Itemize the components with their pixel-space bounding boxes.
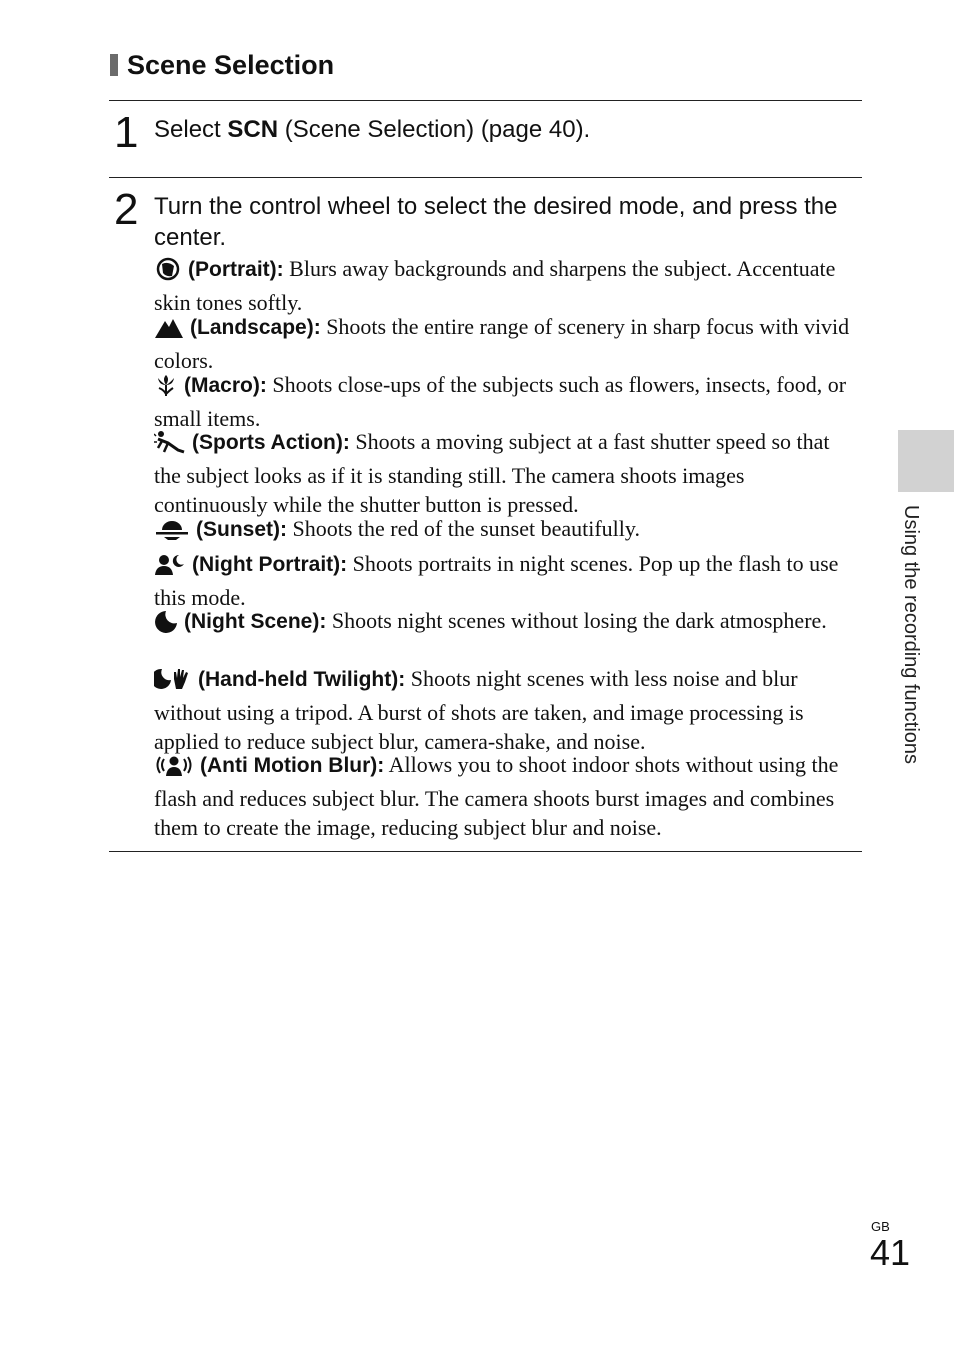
title-marker [110, 54, 118, 76]
page-number: 41 [870, 1232, 911, 1273]
section-title [110, 48, 334, 82]
divider-bottom [109, 851, 862, 852]
mode-anti-motion-blur: (Anti Motion Blur): Allows you to shoot indoor shots without using the flash and reduces subject blur. The camera shoots burst images and combines them to create the image, reducing subject blur and noise. [154, 752, 839, 840]
sports-action-icon [154, 430, 186, 461]
step-1-text: Select SCN (Scene Selection) (page 40). [154, 116, 591, 143]
mode-portrait: (Portrait): Blurs away backgrounds and sharpens the subject. Accentuate skin tones softly. [154, 256, 836, 315]
step-2-text: Turn the control wheel to select the desired mode, and press the center. [154, 193, 838, 251]
sunset-icon [154, 517, 190, 548]
side-section-label: Using the recording functions [900, 505, 922, 765]
macro-icon [154, 373, 178, 404]
mode-landscape: (Landscape): Shoots the entire range of scenery in sharp focus with vivid colors. [154, 314, 850, 373]
section-title-text: Scene Selection [127, 50, 335, 80]
landscape-icon [154, 315, 184, 346]
night-scene-icon [154, 609, 178, 640]
divider-middle [109, 177, 862, 178]
night-portrait-icon [154, 552, 186, 583]
mode-night-scene: (Night Scene): Shoots night scenes without losing the dark atmosphere. [154, 606, 860, 640]
mode-night-portrait: (Night Portrait): Shoots portraits in night scenes. Pop up the flash to use this mode. [154, 551, 839, 610]
hand-held-twilight-icon [154, 667, 192, 698]
step-1-number: 1 [114, 108, 139, 157]
portrait-icon [154, 257, 182, 288]
mode-sports-action: (Sports Action): Shoots a moving subject at a fast shutter speed so that the subject looks as if it is standing still. The camera shoots images continuously while the shutter button is pressed. [154, 429, 830, 517]
mode-sunset: (Sunset): Shoots the red of the sunset beautifully. [154, 514, 860, 548]
side-tab-marker [898, 430, 954, 492]
mode-hand-held-twilight: (Hand-held Twilight): Shoots night scenes with less noise and blur without using a tripod. A burst of shots are taken, and image processing is applied to reduce subject blur, camera-shake, and noise. [154, 664, 860, 756]
divider-top [109, 100, 862, 101]
page-region-label: GB [871, 1219, 890, 1234]
mode-macro: (Macro): Shoots close-ups of the subjects such as flowers, insects, food, or small items. [154, 372, 847, 431]
scn-label: SCN [227, 116, 279, 143]
step-2-number: 2 [114, 185, 139, 234]
anti-motion-blur-icon [154, 753, 194, 784]
